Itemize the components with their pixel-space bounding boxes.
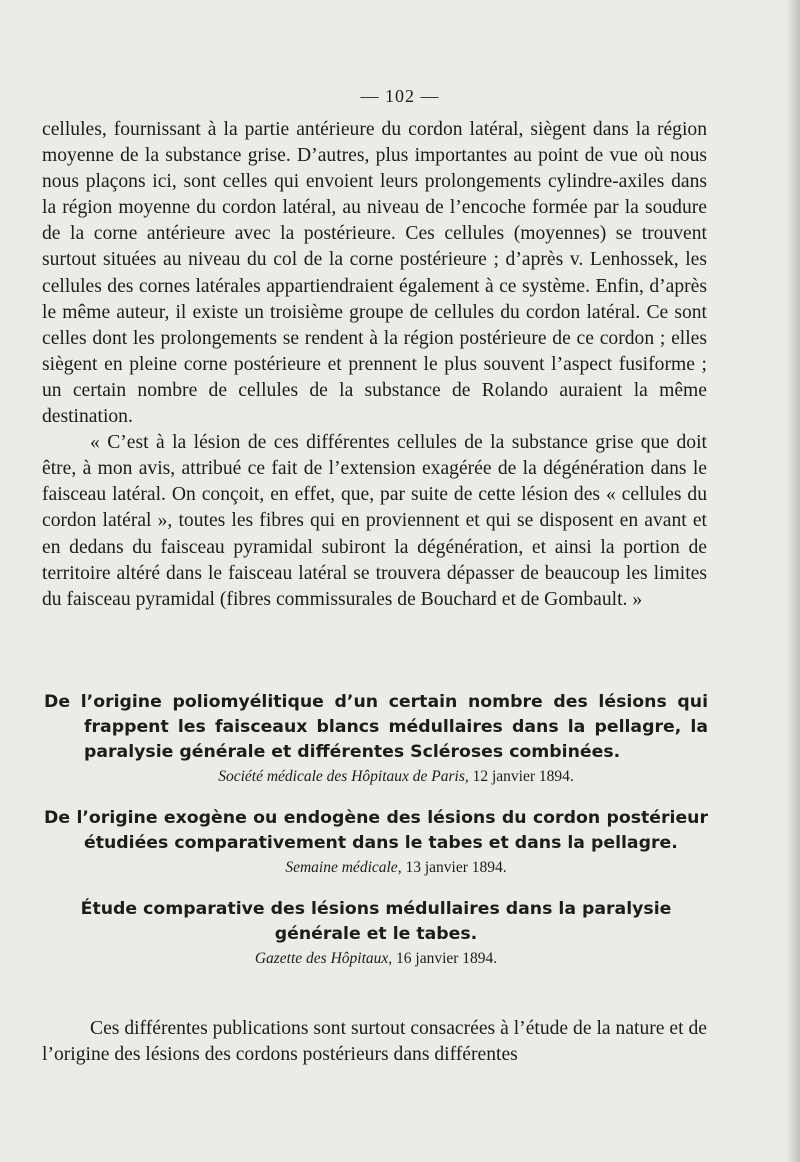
main-text [42, 117, 707, 613]
publication-entry-2 [44, 806, 708, 880]
publication-title-3: Étude comparative des lésions médullaires dans la paralysie générale et le tabes. [80, 899, 672, 944]
publication-entry-1 [44, 690, 708, 789]
citation-source-1: Société médicale des Hôpitaux de Paris, [218, 768, 469, 785]
paragraph-1: cellules, fournissant à la partie antérieure du cordon latéral, siègent dans la région moyenne de la substance grise. D’autres, plus importantes au point de vue où nous nous plaçons ici, sont celles qui envoient leurs prolongements cylindre-axiles dans la région moyenne du cordon latéral, au niveau de l’encoche formée par la soudure de la corne antérieure avec la postérieure. Ces cellules (moyennes) se trouvent surtout situées au niveau du col de la corne postérieure ; d’après v. Lenhossek, les cellules des cornes latérales appartiendraient également à ce système. Enfin, d’après le même auteur, il existe un troisième groupe de cellules du cordon latéral. Ce sont celles dont les prolongements se rendent à la région postérieure de ce cordon ; elles siègent en pleine corne postérieure et prennent le plus souvent l’aspect fusiforme ; un certain nombre de cellules de la substance de Rolando auraient la même destination. [42, 119, 707, 428]
citation-date-2: 13 janvier 1894. [405, 859, 507, 876]
publication-citation-1 [44, 765, 708, 789]
citation-source-2: Semaine médicale, [285, 859, 402, 876]
publication-list [44, 690, 708, 988]
citation-source-3: Gazette des Hôpitaux, [254, 950, 393, 967]
citation-date-1: 12 janvier 1894. [472, 768, 574, 785]
page-edge-shadow [786, 0, 800, 1162]
publication-citation-3 [44, 947, 708, 971]
closing-text [42, 1016, 707, 1068]
closing-paragraph: Ces différentes publications sont surtout consacrées à l’étude de la nature et de l’origine des lésions des cordons postérieurs dans différentes [42, 1018, 707, 1066]
publication-title-2: De l’origine exogène ou endogène des lésions du cordon postérieur étudiées comparativement dans le tabes et dans la pellagre. [44, 808, 708, 853]
publication-citation-2 [44, 856, 708, 880]
citation-date-3: 16 janvier 1894. [396, 950, 498, 967]
page-number: — 102 — [360, 86, 440, 106]
paragraph-2: « C’est à la lésion de ces différentes cellules de la substance grise que doit être, à mon avis, attribué ce fait de l’extension exagérée de la dégénération dans le faisceau latéral. On conçoit, en effet, que, par suite de cette lésion des « cellules du cordon latéral », toutes les fibres qui en proviennent et qui se disposent en avant et en dedans du faisceau pyramidal subiront la dégénération, et ainsi la portion de territoire altéré dans le faisceau latéral se trouvera dépasser de beaucoup les limites du faisceau pyramidal (fibres commissurales de Bouchard et de Gombault. » [42, 432, 707, 610]
publication-title-1: De l’origine poliomyélitique d’un certain nombre des lésions qui frappent les faisceaux blancs médullaires dans la pellagre, la paralysie générale et différentes Scléroses combinées. [44, 692, 708, 762]
publication-entry-3 [44, 897, 708, 971]
